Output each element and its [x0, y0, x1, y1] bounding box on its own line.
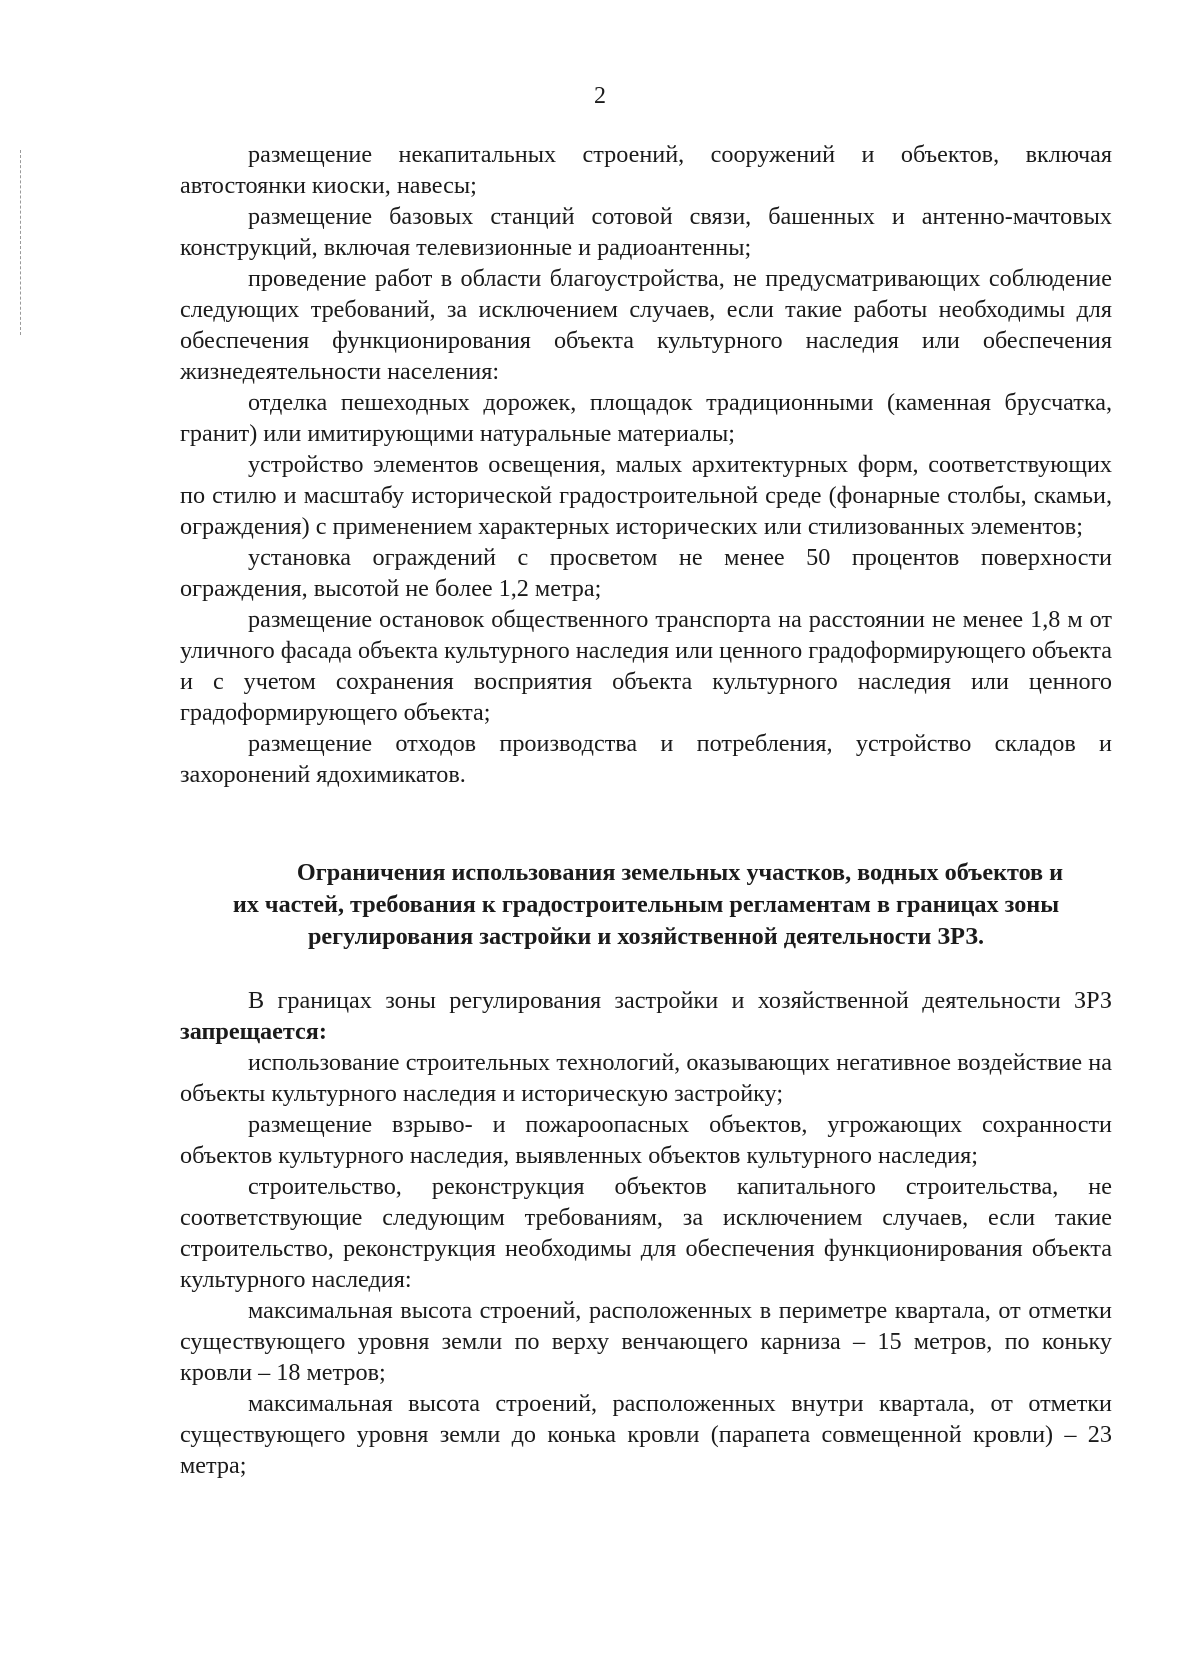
- paragraph: устройство элементов освещения, малых архитектурных форм, соответствующих по стилю и масштабу исторической градостроительной среде (фонарные столбы, скамьи, ограждения) с применением характерных исторических или стилизованных элементов;: [180, 451, 1112, 540]
- paragraph: использование строительных технологий, оказывающих негативное воздействие на объекты культурного наследия и историческую застройку;: [180, 1049, 1112, 1107]
- text-block-upper: [180, 139, 1112, 790]
- heading-line: Ограничения использования земельных участков, водных объектов и: [296, 859, 1064, 886]
- paragraph: максимальная высота строений, расположенных внутри квартала, от отметки существующего уровня земли до конька кровли (парапета совмещенной кровли) – 23 метра;: [180, 1390, 1112, 1479]
- intro-text: В границах зоны регулирования застройки и хозяйственной деятельности ЗРЗ: [248, 987, 1112, 1014]
- paragraph: размещение взрыво- и пожароопасных объектов, угрожающих сохранности объектов культурного наследия, выявленных объектов культурного наследия;: [180, 1111, 1112, 1169]
- paragraph: размещение некапитальных строений, сооружений и объектов, включая автостоянки киоски, навесы;: [180, 141, 1112, 199]
- paragraph: строительство, реконструкция объектов капитального строительства, не соответствующие следующим требованиям, за исключением случаев, если такие строительство, реконструкция необходимы для обеспечения функционирования объекта культурного наследия:: [180, 1173, 1112, 1293]
- intro-bold-text: запрещается:: [180, 1018, 327, 1045]
- section-heading: [180, 857, 1112, 953]
- heading-line: регулирования застройки и хозяйственной деятельности ЗРЗ.: [307, 923, 985, 950]
- page-number: 2: [594, 83, 606, 109]
- text-block-lower: [180, 985, 1112, 1481]
- paragraph: размещение базовых станций сотовой связи, башенных и антенно-мачтовых конструкций, включая телевизионные и радиоантенны;: [180, 203, 1112, 261]
- heading-line: их частей, требования к градостроительным регламентам в границах зоны: [232, 891, 1060, 918]
- paragraph: размещение остановок общественного транспорта на расстоянии не менее 1,8 м от уличного фасада объекта культурного наследия или ценного градоформирующего объекта и с учетом сохранения восприятия объекта культурного наследия или ценного градоформирующего объекта;: [180, 606, 1112, 726]
- paragraph: отделка пешеходных дорожек, площадок традиционными (каменная брусчатка, гранит) или имитирующими натуральные материалы;: [180, 389, 1112, 447]
- paragraph: размещение отходов производства и потребления, устройство складов и захоронений ядохимикатов.: [180, 730, 1112, 788]
- paragraph: установка ограждений с просветом не менее 50 процентов поверхности ограждения, высотой не более 1,2 метра;: [180, 544, 1112, 602]
- intro-paragraph: [180, 985, 1112, 1047]
- paragraph: проведение работ в области благоустройства, не предусматривающих соблюдение следующих требований, за исключением случаев, если такие работы необходимы для обеспечения функционирования объекта культурного наследия или обеспечения жизнедеятельности населения:: [180, 265, 1112, 385]
- scan-edge-mark: [20, 150, 22, 335]
- paragraph: максимальная высота строений, расположенных в периметре квартала, от отметки существующего уровня земли по верху венчающего карниза – 15 метров, по коньку кровли – 18 метров;: [180, 1297, 1112, 1386]
